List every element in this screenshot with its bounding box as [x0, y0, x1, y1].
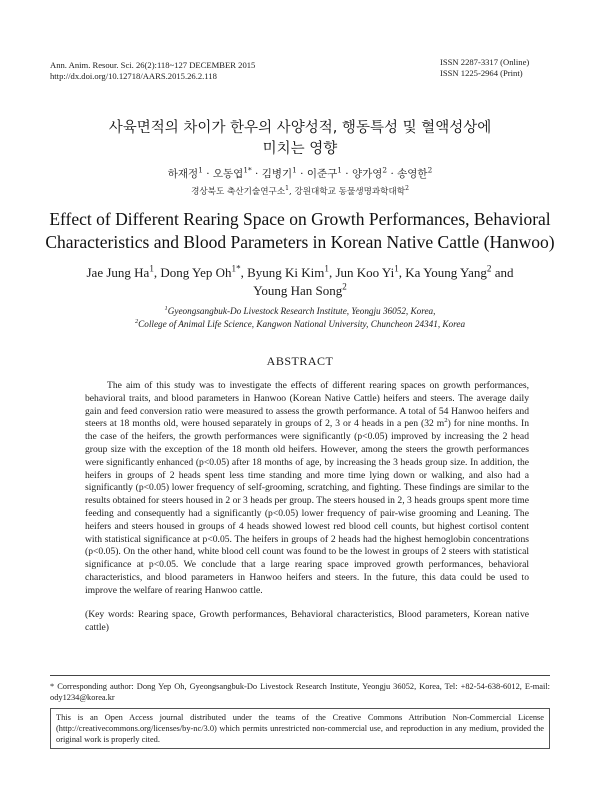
author-separator: · [341, 168, 352, 180]
affiliation-1-mark: 1 [164, 304, 168, 312]
author-separator: and [491, 265, 514, 280]
english-author-name: Jae Jung Ha [86, 265, 150, 280]
author-separator: · [251, 168, 262, 180]
journal-citation: Ann. Anim. Resour. Sci. 26(2):118~127 DECEMBER 2015 [50, 60, 256, 70]
korean-author-name: 하재정 [167, 168, 199, 180]
english-author-mark: 2 [486, 263, 492, 274]
author-separator: , [153, 265, 161, 280]
issn-online: ISSN 2287-3317 (Online) [440, 57, 530, 67]
affiliation-separator: , [288, 187, 295, 197]
author-separator: · [202, 168, 213, 180]
abstract-heading: ABSTRACT [266, 354, 334, 368]
korean-affiliation-mark: 2 [405, 185, 409, 193]
korean-affiliations [60, 185, 540, 197]
affiliation-1-text: Gyeongsangbuk-Do Livestock Research Institute, Yeongju 36052, Korea, [167, 306, 436, 316]
english-author-name: Young Han Song [253, 283, 343, 298]
english-author-name: Dong Yep Oh [160, 265, 232, 280]
author-separator: · [387, 168, 398, 180]
korean-author-mark: 2 [427, 165, 433, 175]
abstract-paragraph [85, 380, 529, 598]
korean-title [60, 118, 540, 160]
korean-title-line2: 미치는 영향 [262, 141, 338, 157]
affiliation-2-text: College of Animal Life Science, Kangwon National University, Chuncheon 24341, Korea [138, 319, 466, 329]
abstract-text-part2: ) for nine months. In the case of the heifers, the growth performances were significantly (p<0.05) improved by increasing the 2 head group size with the exception of the 18 month old heifers. However, among the steers the growth performances were significantly enhanced (p<0.05) after 18 months of age, by increasing the 3 heads group size. In addition, the heifers in groups of 2 heads spent less time standing and more time lying down or walking, and also had a significantly (p<0.05) lower frequency of self-grooming, scratching, and fighting. These findings are similar to the results obtained for steers housed in 2 or 3 heads per group. The steers housed in 2, 3 heads groups spent more time feeding and consequently had a significantly (p<0.05) lower frequency of pair-wise grooming and Leaning. The heifers and steers housed in groups of 4 heads showed lowest red blood cell counts, but highest cortisol content with statistical significance at p<0.05. The heifers in groups of 2 heads had the highest hemoglobin concentrations (p<0.05). On the other hand, white blood cell count was found to be the lowest in groups of 2 steers with statistical significance at p<0.05. We conclude that a large rearing space improved growth performances, behavioral characteristics, and blood parameters in Hanwoo heifers and steers. In the future, this data could be used to improve the welfare of rearing Hanwoo cattle. [85, 418, 529, 596]
doi-link[interactable]: http://dx.doi.org/10.12718/AARS.2015.26.2.118 [50, 71, 217, 81]
issn-block [440, 57, 529, 79]
journal-header [50, 60, 255, 82]
abstract-body [85, 380, 529, 598]
korean-affiliation-mark: 1 [285, 185, 289, 193]
korean-affiliation-name: 강원대학교 동물생명과학대학 [294, 187, 406, 197]
korean-author-name: 송영한 [397, 168, 428, 180]
keywords: (Key words: Rearing space, Growth performances, Behavioral characteristics, Blood parameters, Korean native cattle) [85, 609, 529, 633]
affiliation-2 [60, 318, 540, 331]
abstract-text-part1: The aim of this study was to investigate the effects of different rearing spaces on growth performances, behavioral traits, and blood parameters in Hanwoo (Korean Native Cattle) heifers and steers. The average daily gain and feed conversion ratio were measured to assess the growth performance. A total of 54 Hanwoo heifers and steers at 18 months old, were housed separately in groups of 2, 3 or 4 heads in a pen (32 m [85, 380, 529, 430]
english-author-mark: 1 [149, 263, 154, 274]
english-author-name: Jun Koo Yi [335, 265, 395, 280]
english-title [40, 208, 560, 254]
english-affiliations [60, 305, 540, 331]
license-box: This is an Open Access journal distributed under the teams of the Creative Commons Attribution Non-Commercial License (http://creativecommons.org/licenses/by-nc/3.0) which permits unrestricted non-commercial use, and reproduction in any medium, provided the original work is properly cited. [50, 708, 550, 749]
english-title-line1: Effect of Different Rearing Space on Growth Performances, Behavioral [49, 209, 551, 229]
korean-author-name: 이준구 [306, 168, 338, 180]
korean-author-name: 양가영 [351, 168, 383, 180]
affiliation-2-mark: 2 [134, 317, 139, 325]
issn-print: ISSN 1225-2964 (Print) [440, 68, 523, 78]
english-title-line2: Characteristics and Blood Parameters in Korean Native Cattle (Hanwoo) [45, 232, 555, 252]
korean-author-mark: 1* [243, 165, 252, 175]
korean-author-mark: 1 [292, 165, 297, 175]
english-author-mark: 1* [231, 263, 241, 274]
korean-authors [60, 166, 540, 181]
corresponding-author-footnote: * Corresponding author: Dong Yep Oh, Gyeongsangbuk-Do Livestock Research Institute, Yeongju 36052, Korea, Tel: +82-54-638-6012, E-mail: ody1234@korea.kr [50, 682, 550, 702]
korean-author-mark: 1 [337, 165, 342, 175]
korean-title-line1: 사육면적의 차이가 한우의 사양성적, 행동특성 및 혈액성상에 [108, 120, 492, 136]
english-author-name: Ka Young Yang [405, 265, 487, 280]
english-author-mark: 1 [324, 263, 329, 274]
korean-author-mark: 1 [198, 165, 203, 175]
korean-author-name: 오동엽 [212, 168, 244, 180]
author-separator: · [296, 168, 307, 180]
english-authors [60, 264, 540, 300]
korean-author-mark: 2 [382, 165, 388, 175]
english-author-mark: 2 [342, 281, 347, 292]
english-author-mark: 1 [394, 263, 399, 274]
korean-affiliation-name: 경상북도 축산기술연구소 [191, 187, 286, 197]
footnote-divider [50, 675, 550, 676]
area-unit-superscript: 2 [444, 417, 448, 425]
korean-author-name: 김병기 [261, 168, 293, 180]
author-separator: , [240, 265, 248, 280]
author-separator: , [398, 265, 406, 280]
affiliation-1 [60, 305, 540, 318]
english-author-name: Byung Ki Kim [247, 265, 325, 280]
author-separator: , [328, 265, 336, 280]
